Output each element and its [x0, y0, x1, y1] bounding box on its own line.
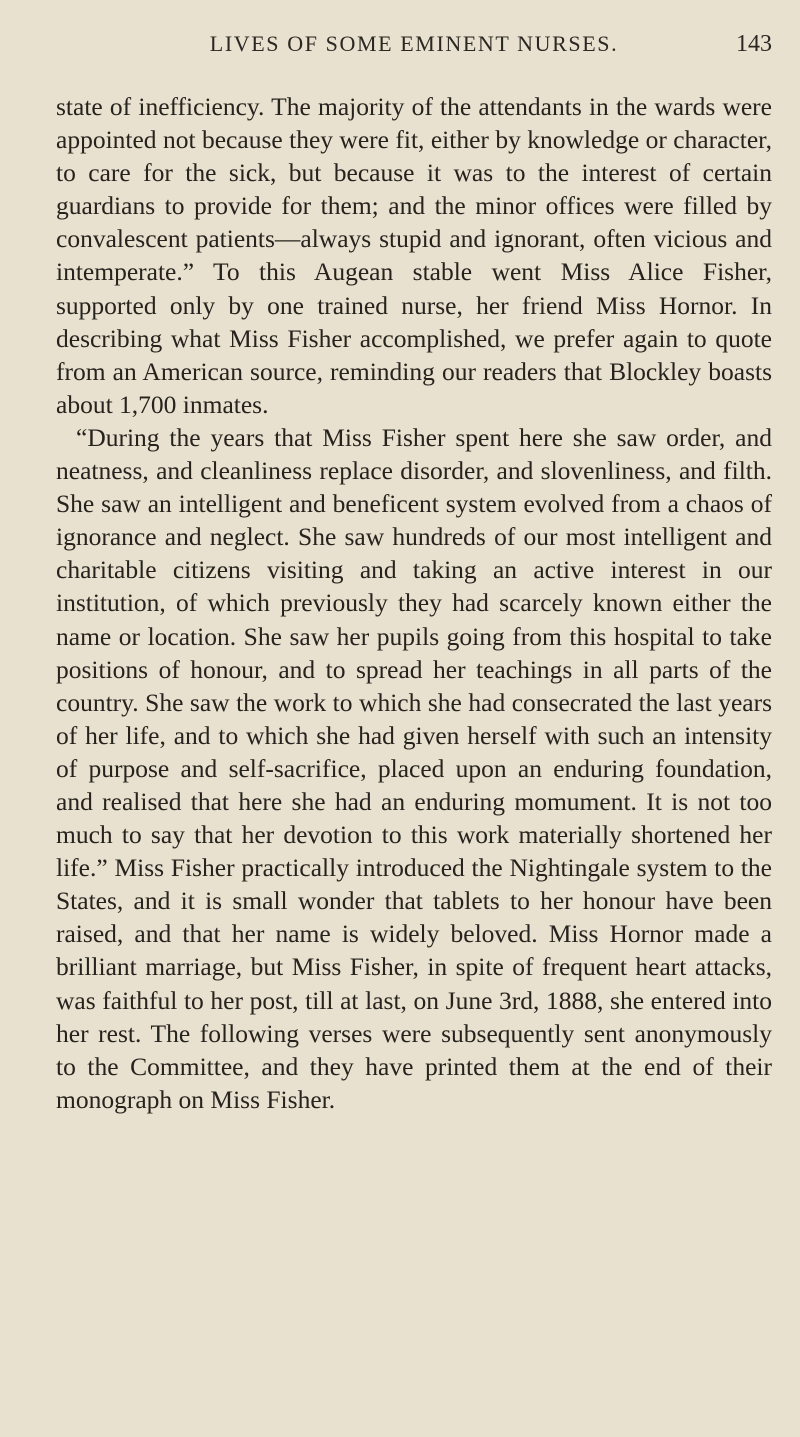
paragraph-quotation: “During the years that Miss Fisher spent here she saw order, and neatness, and cleanliness replace disorder, and slovenliness, and filth. She saw an intelligent and beneficent system evolved from a chaos of ignorance and neglect. She saw hundreds of our most intelligent and charitable citizens visiting and taking an active interest in our institution, of which previously they had scarcely known either the name or location. She saw her pupils going from this hospital to take positions of honour, and to spread her teachings in all parts of the country. She saw the work to which she had consecrated the last years of her life, and to which she had given herself with such an intensity of purpose and self-sacrifice, placed upon an enduring foundation, and realised that here she had an enduring momument. It is not too much to say that her devotion to this work materially shortened her life.” Miss Fisher practically introduced the Nightingale system to the States, and it is small wonder that tablets to her honour have been raised, and that her name is widely beloved. Miss Hornor made a brilliant marriage, but Miss Fisher, in spite of frequent heart attacks, was faithful to her post, till at last, on June 3rd, 1888, she entered into her rest. The following verses were subsequently sent anonymously to the Committee, and they have printed them at the end of their monograph on Miss Fisher. [56, 422, 772, 1114]
running-title: LIVES OF SOME EMINENT NURSES. [209, 31, 619, 56]
body-text [56, 90, 772, 1116]
page-number: 143 [736, 31, 772, 57]
running-head [56, 24, 772, 64]
paragraph-continuation: state of inefficiency. The majority of the attendants in the wards were appointed not because they were fit, either by knowledge or character, to care for the sick, but because it was to the interest of certain guardians to provide for them; and the minor offices were filled by convalescent patients—always stupid and ignorant, often vicious and intemperate.” To this Augean stable went Miss Alice Fisher, supported only by one trained nurse, her friend Miss Hornor. In describing what Miss Fisher accomplished, we prefer again to quote from an American source, reminding our readers that Blockley boasts about 1,700 inmates. [56, 92, 772, 419]
